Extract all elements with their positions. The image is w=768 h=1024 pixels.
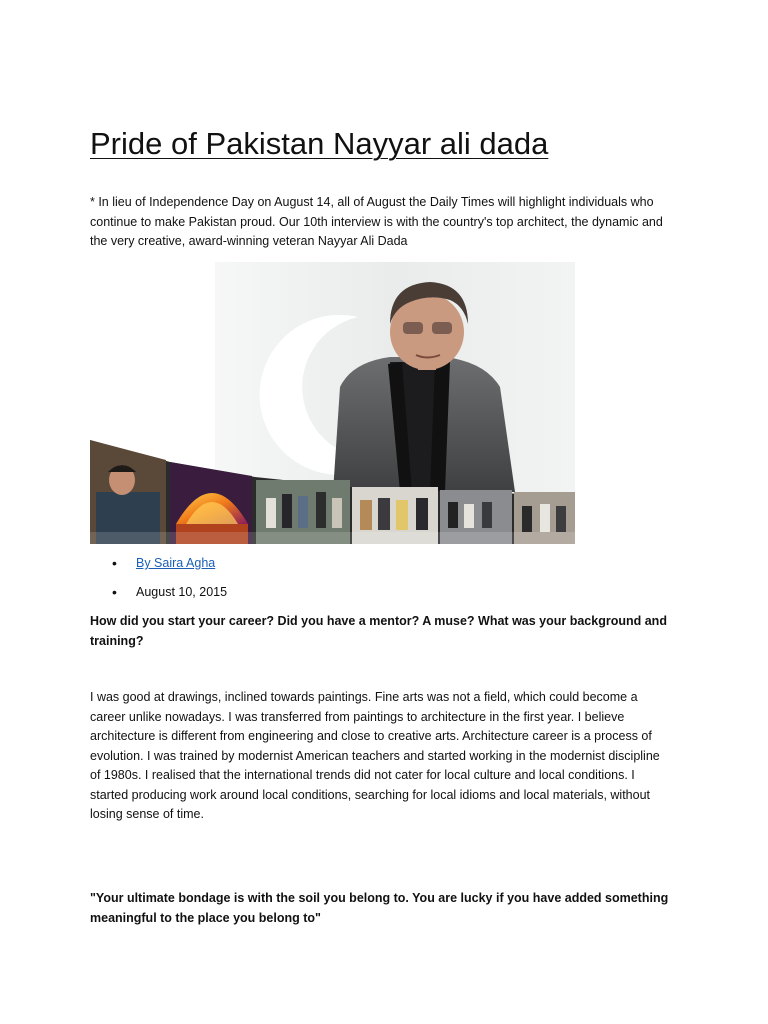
byline-item	[112, 554, 215, 572]
byline-list	[112, 554, 215, 572]
interview-question: How did you start your career? Did you have a mentor? A muse? What was your background and training?	[90, 614, 667, 648]
article-intro: * In lieu of Independence Day on August 14, all of August the Daily Times will highlight individuals who continue to make Pakistan proud. Our 10th interview is with the country's top architect, the dynamic and the very creative, award-winning veteran Nayyar Ali Dada	[90, 195, 663, 248]
pull-quote: "Your ultimate bondage is with the soil you belong to. You are lucky if you have added something meaningful to the place you belong to"	[90, 891, 669, 925]
author-link[interactable]: By Saira Agha	[136, 556, 216, 570]
article-title: Pride of Pakistan Nayyar ali dada	[90, 126, 549, 161]
publish-date: • August 10, 2015	[112, 583, 227, 601]
feature-photo-collage	[90, 262, 575, 544]
interview-answer: I was good at drawings, inclined towards paintings. Fine arts was not a field, which could become a career unlike nowadays. I was transferred from paintings to architecture in the first year. I believe architecture is different from engineering and close to creative arts. Architecture career is a process of evolution. I was trained by modernist American teachers and started working in the modernist discipline of 1980s. I realised that the international trends did not cater for local culture and local conditions. I started producing work around local conditions, searching for local idioms and local materials, without losing sense of time.	[90, 690, 660, 821]
collage-graphic	[90, 262, 575, 544]
date-list	[112, 583, 227, 601]
